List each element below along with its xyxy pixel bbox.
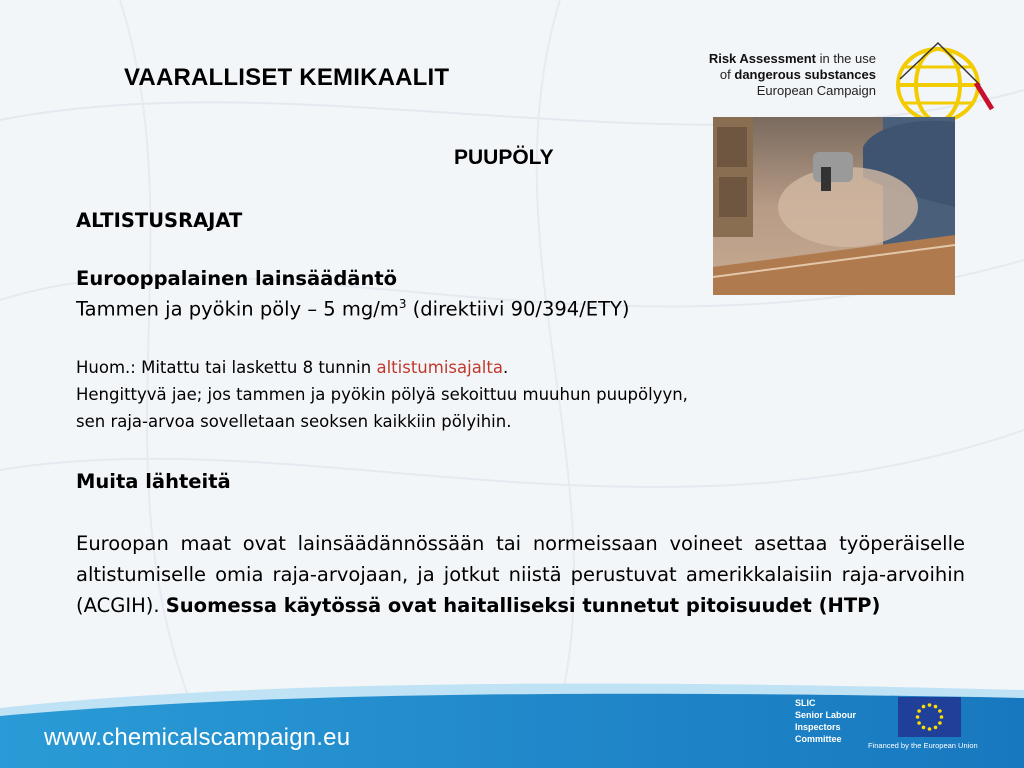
eu-legislation-heading: Eurooppalainen lainsäädäntö <box>76 267 398 290</box>
note-line-2: Hengittyvä jae; jos tammen ja pyökin pölyä sekoittuu muuhun puupölyyn, <box>76 385 688 404</box>
financed-by-eu-label: Financed by the European Union <box>868 741 978 750</box>
exposure-time-link[interactable]: altistumisajalta <box>376 358 503 377</box>
wood-cutting-photo <box>713 117 955 295</box>
paragraph-text: Euroopan maat ovat lainsäädännössään tai normeissaan voineet asettaa työperäiselle altistumiselle omia raja-arvojaan, ja jotkut niistä perustuvat amerikkalaisiin raja-arvoihin (ACGIH). <box>76 532 965 617</box>
campaign-url-link[interactable]: www.chemicalscampaign.eu <box>44 724 351 751</box>
eu-flag-icon <box>898 697 961 737</box>
slide-title: VAARALLISET KEMIKAALIT <box>124 64 450 91</box>
note-suffix: . <box>502 358 509 377</box>
other-sources-heading: Muita lähteitä <box>76 470 231 493</box>
campaign-logo <box>700 45 1000 125</box>
slic-line: Committee <box>795 734 842 744</box>
campaign-logo-text <box>700 51 876 99</box>
note-line-3: sen raja-arvoa sovelletaan seoksen kaikkiin pölyihin. <box>76 412 512 431</box>
limit-suffix: (direktiivi 90/394/ETY) <box>406 297 630 321</box>
logo-line1-bold: Risk Assessment <box>708 51 816 66</box>
wood-dust-image <box>713 117 955 295</box>
slide-subtitle: PUUPÖLY <box>454 146 554 169</box>
note-line-1 <box>76 354 508 381</box>
logo-line2-bold: dangerous substances <box>734 67 876 82</box>
logo-line1-rest: in the use <box>816 51 876 66</box>
paragraph-bold-text: Suomessa käytössä ovat haitalliseksi tunnetut pitoisuudet (HTP) <box>165 594 881 617</box>
limit-value-line <box>76 297 630 321</box>
slic-line: Inspectors <box>795 722 841 732</box>
section-heading-exposure-limits: ALTISTUSRAJAT <box>76 209 243 232</box>
slic-label <box>795 697 856 745</box>
limit-prefix: Tammen ja pyökin pöly – 5 mg/m <box>76 297 399 321</box>
other-sources-paragraph <box>76 528 965 621</box>
logo-line2-prefix: of <box>719 67 735 82</box>
logo-line3: European Campaign <box>756 83 876 98</box>
note-prefix: Huom.: Mitattu tai laskettu 8 tunnin <box>76 358 377 377</box>
slic-line: SLIC <box>795 698 816 708</box>
slic-line: Senior Labour <box>795 710 857 720</box>
eu-stars-icon <box>898 697 961 737</box>
limit-superscript: 3 <box>398 297 407 311</box>
